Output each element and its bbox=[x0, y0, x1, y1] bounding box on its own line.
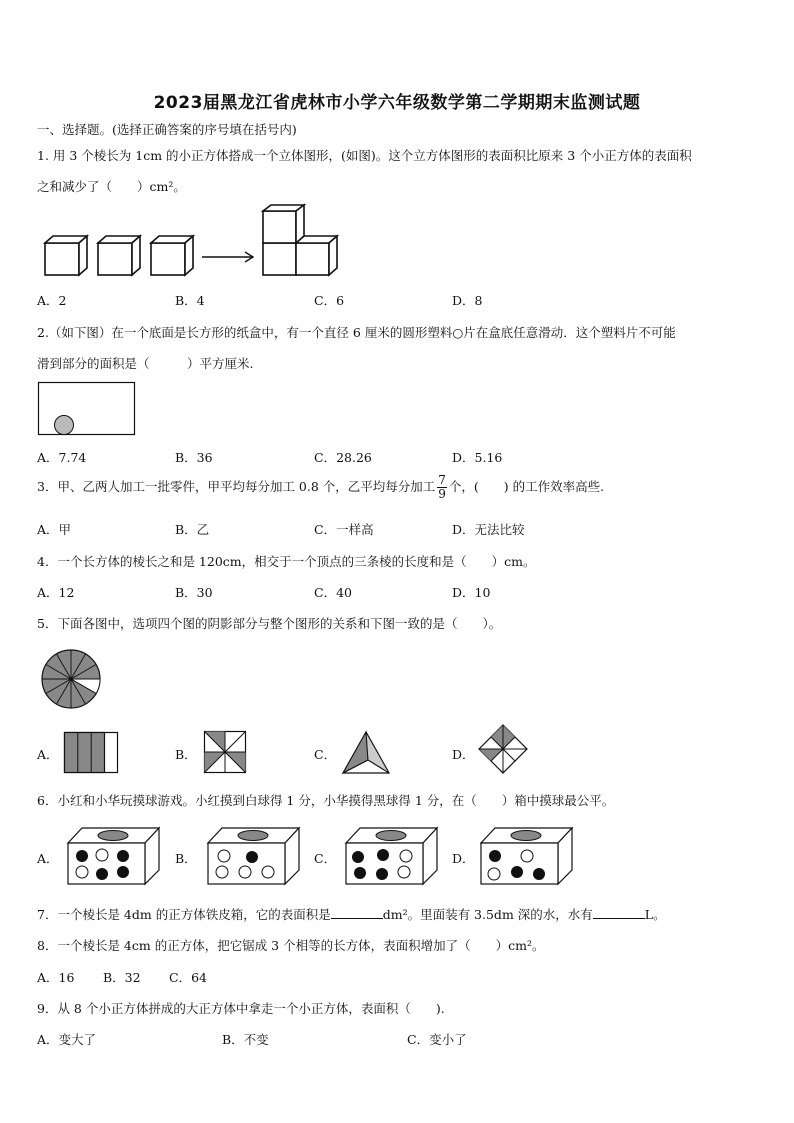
question-5-option-d-figure bbox=[478, 724, 530, 776]
question-2-text-cont: 滑到部分的面积是（ ）平方厘米. bbox=[37, 356, 254, 371]
question-9-option-b[interactable]: B．不变 bbox=[222, 1032, 269, 1047]
question-5-option-a-figure bbox=[64, 732, 120, 774]
question-5-reference-circle bbox=[40, 648, 102, 710]
question-8-option-b[interactable]: B．32 bbox=[103, 970, 141, 985]
question-7-text-c: L。 bbox=[644, 907, 666, 922]
question-7-blank-1[interactable] bbox=[331, 906, 383, 919]
fraction-denominator: 9 bbox=[438, 487, 446, 501]
question-1-option-a[interactable]: A．2 bbox=[37, 293, 67, 308]
page-title: 2023届黑龙江省虎林市小学六年级数学第二学期期末监测试题 bbox=[153, 93, 641, 113]
question-3-option-a[interactable]: A．甲 bbox=[37, 522, 72, 537]
question-6-option-b[interactable]: B． bbox=[175, 851, 197, 866]
question-4-option-d[interactable]: D．10 bbox=[452, 585, 491, 600]
question-6-box-d bbox=[481, 826, 573, 886]
question-2-box-figure bbox=[38, 382, 136, 436]
question-2-option-b[interactable]: B．36 bbox=[175, 450, 213, 465]
question-4-option-a[interactable]: A．12 bbox=[37, 585, 75, 600]
question-1-option-d[interactable]: D．8 bbox=[452, 293, 483, 308]
question-7-text-b: dm²。里面装有 3.5dm 深的水，水有 bbox=[382, 907, 593, 922]
question-3-text-b: 个，( ) 的工作效率高些. bbox=[448, 479, 605, 494]
question-9-option-a[interactable]: A．变大了 bbox=[37, 1032, 97, 1047]
question-5-option-b[interactable]: B． bbox=[175, 747, 197, 762]
question-1-option-c[interactable]: C．6 bbox=[314, 293, 345, 308]
question-2-option-d[interactable]: D．5.16 bbox=[452, 450, 503, 465]
question-7-text-a: 7．一个棱长是 4dm 的正方体铁皮箱，它的表面积是 bbox=[37, 907, 331, 922]
question-1-text: 1. 用 3 个棱长为 1cm 的小正方体搭成一个立体图形，(如图)。这个立方体图形的表面积比原来 3 个小正方体的表面积 bbox=[37, 148, 692, 163]
section-heading: 一、选择题。(选择正确答案的序号填在括号内) bbox=[37, 122, 297, 137]
question-6-box-c bbox=[346, 826, 438, 886]
question-1-text-cont: 之和减少了（ ）cm²。 bbox=[37, 179, 186, 194]
question-5-option-c-figure bbox=[341, 730, 391, 775]
question-5-option-b-figure bbox=[204, 731, 247, 774]
question-1-cubes-figure bbox=[40, 205, 350, 280]
question-6-box-b bbox=[208, 826, 300, 886]
question-5-option-c[interactable]: C． bbox=[314, 747, 337, 762]
question-3-fraction bbox=[437, 474, 447, 501]
question-3-option-d[interactable]: D．无法比较 bbox=[452, 522, 525, 537]
question-8-option-a[interactable]: A．16 bbox=[37, 970, 75, 985]
question-2-text: 2.（如下图）在一个底面是长方形的纸盒中，有一个直径 6 厘米的圆形塑料○片在盒底任意滑动．这个塑料片不可能 bbox=[37, 325, 676, 340]
question-9-text: 9．从 8 个小正方体拼成的大正方体中拿走一个小正方体，表面积（ ). bbox=[37, 1001, 445, 1016]
question-6-option-a[interactable]: A． bbox=[37, 851, 59, 866]
question-4-text: 4．一个长方体的棱长之和是 120cm，相交于一个顶点的三条棱的长度和是（ ）cm。 bbox=[37, 554, 536, 569]
question-2-option-c[interactable]: C．28.26 bbox=[314, 450, 372, 465]
question-8-option-c[interactable]: C．64 bbox=[169, 970, 207, 985]
question-5-text: 5．下面各图中，选项四个图的阴影部分与整个图形的关系和下图一致的是（ ）。 bbox=[37, 616, 502, 631]
question-3-option-c[interactable]: C．一样高 bbox=[314, 522, 374, 537]
question-3-text bbox=[37, 474, 604, 501]
question-6-option-d[interactable]: D． bbox=[452, 851, 475, 866]
question-3-text-a: 3．甲、乙两人加工一批零件，甲平均每分加工 0.8 个，乙平均每分加工 bbox=[37, 479, 436, 494]
question-5-option-d[interactable]: D． bbox=[452, 747, 475, 762]
question-1-option-b[interactable]: B．4 bbox=[175, 293, 205, 308]
question-6-option-c[interactable]: C． bbox=[314, 851, 337, 866]
question-7-blank-2[interactable] bbox=[593, 906, 645, 919]
question-7-text bbox=[37, 905, 666, 923]
question-4-option-c[interactable]: C．40 bbox=[314, 585, 352, 600]
question-2-option-a[interactable]: A．7.74 bbox=[37, 450, 87, 465]
question-9-option-c[interactable]: C．变小了 bbox=[407, 1032, 467, 1047]
question-5-option-a[interactable]: A． bbox=[37, 747, 59, 762]
question-6-text: 6．小红和小华玩摸球游戏。小红摸到白球得 1 分，小华摸得黑球得 1 分，在（ ）箱中摸球最公平。 bbox=[37, 793, 615, 808]
question-4-option-b[interactable]: B．30 bbox=[175, 585, 213, 600]
question-8-text: 8．一个棱长是 4cm 的正方体，把它锯成 3 个相等的长方体，表面积增加了（ ）cm²。 bbox=[37, 938, 545, 953]
fraction-numerator: 7 bbox=[438, 473, 446, 487]
question-6-box-a bbox=[68, 826, 160, 886]
question-3-option-b[interactable]: B．乙 bbox=[175, 522, 210, 537]
